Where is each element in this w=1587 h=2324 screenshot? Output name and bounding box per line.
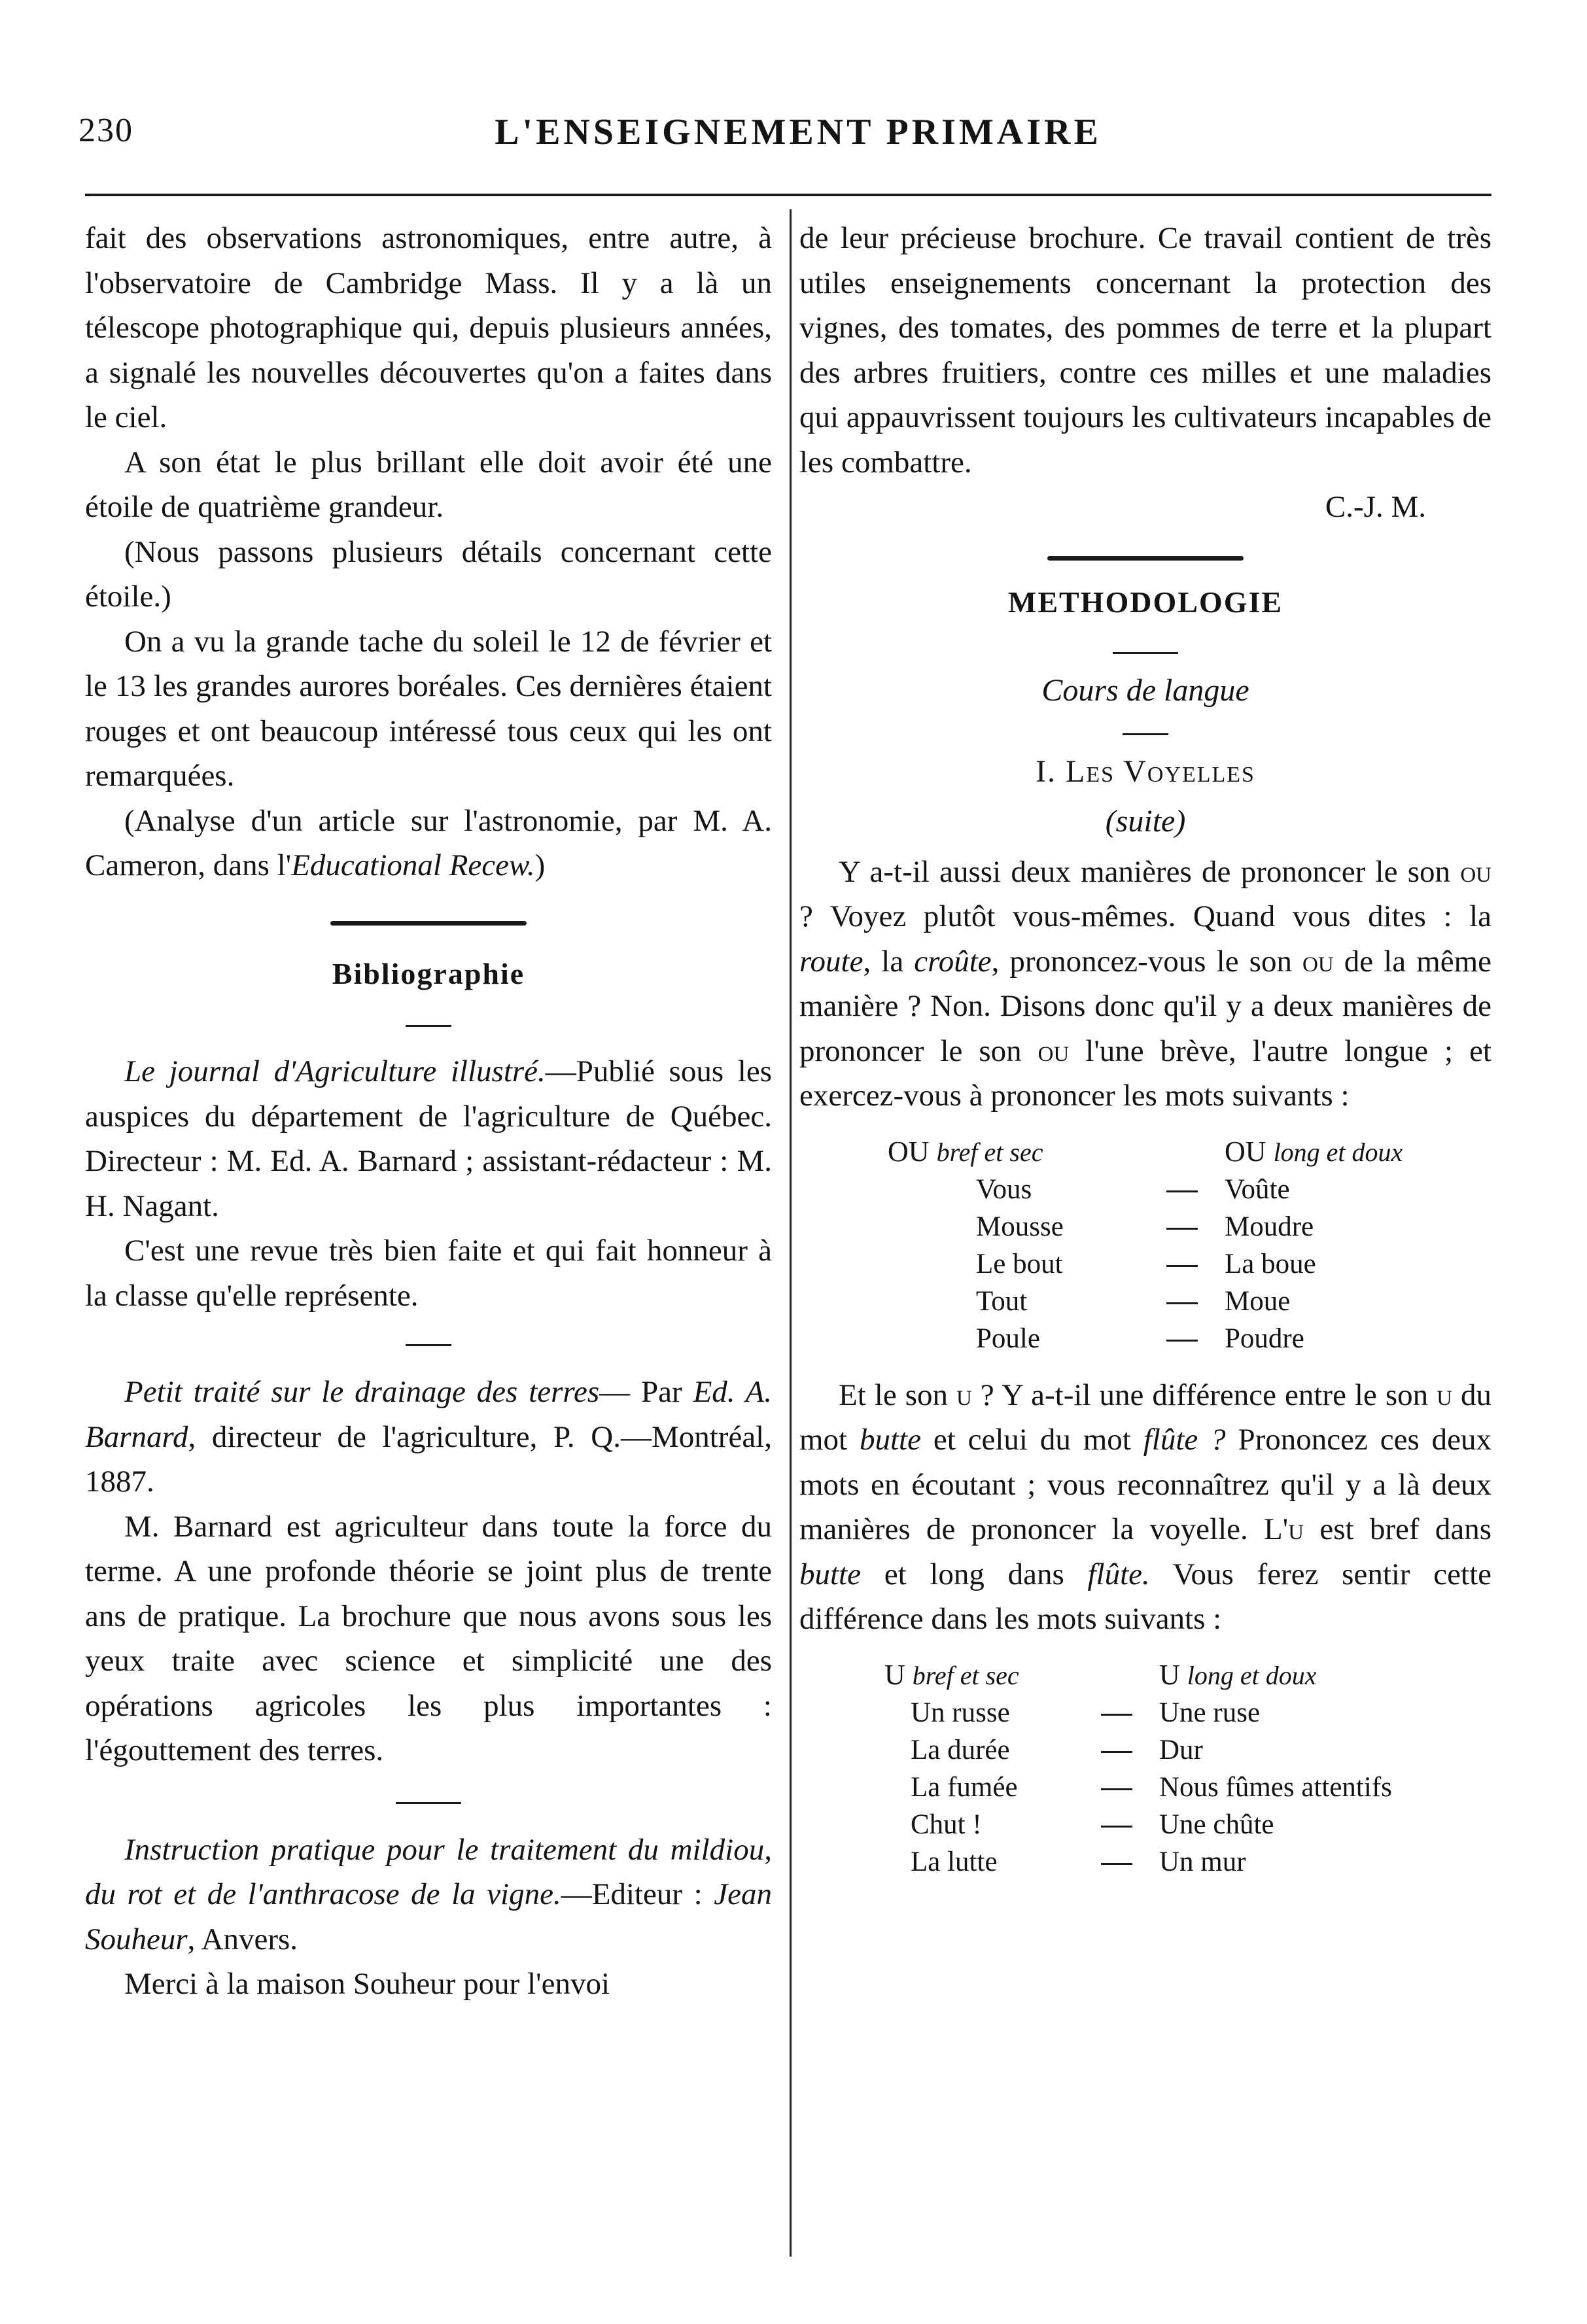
bib-entry-2 [85,1370,772,1504]
signature: C.-J. M. [1325,490,1426,524]
table-header-right [1225,1133,1403,1171]
table-row [888,1208,1403,1245]
page-header [78,111,1518,164]
ou-intro-text: , la [863,944,915,979]
bib-entry-3-comment: Merci à la maison Souheur pour l'envoi [124,1967,610,2001]
header-sound: OU [888,1135,930,1168]
u-word-table [884,1656,1392,1881]
ou-word-table [888,1133,1403,1357]
ornament-rule [1047,556,1244,561]
short-word: Tout [976,1285,1028,1317]
u-intro-text: Vous ferez sentir cette différence dans les mots suivants : [799,1557,1491,1636]
short-word: Un russe [911,1697,1010,1728]
table-header-row [884,1656,1392,1694]
dash-separator [1074,1769,1159,1806]
long-word: Une ruse [1159,1697,1261,1728]
bib-entry-2-comment: M. Barnard est agriculteur dans toute la force du terme. A une profonde théorie se joint plus de trente ans de pratique. La brochure que nous avons sous les yeux traite avec science et simplicité une des opérations agricoles les plus importantes : l'égouttement des terres. [85,1509,772,1767]
header-desc: bref et sec [912,1660,1019,1690]
dash-separator [1074,1731,1159,1769]
u-intro-text: ? Y a-t-il une différence entre le son [971,1378,1437,1412]
short-word: Vous [976,1173,1032,1205]
header-desc: long et doux [1273,1137,1403,1167]
bib-entry-1 [85,1049,772,1228]
word-butte: butte [799,1557,861,1591]
word-croute: croûte [914,944,992,979]
table-row [888,1171,1403,1208]
short-word: La fumée [911,1771,1018,1803]
bib-entry-1-comment: C'est une revue très bien faite et qui fait honneur à la classe qu'elle représente. [85,1234,772,1313]
astronomy-paragraph-3: (Nous passons plusieurs détails concernant cette étoile.) [85,534,772,614]
table-header-left [884,1656,1074,1694]
ornament-rule [330,921,527,926]
header-rule [85,194,1491,196]
ou-sound-label: ou [1460,854,1491,889]
right-column [799,216,1491,1881]
long-word: Nous fûmes attentifs [1159,1771,1392,1803]
bib-entry-3-place: , Anvers. [187,1922,298,1956]
bib-entry-1-title: Le journal d'Agriculture illustré. [124,1054,546,1088]
word-butte: butte [860,1423,921,1457]
short-word: Mousse [976,1211,1064,1242]
ou-intro-text: l'une brève, l'autre longue ; et exercez-vous à prononcer les mots suivants : [799,1033,1491,1113]
table-row [884,1806,1392,1843]
table-row [888,1245,1403,1283]
word-flute: flûte. [1087,1557,1150,1591]
long-word: La boue [1225,1248,1316,1279]
table-row [888,1283,1403,1320]
astronomy-paragraph-4: On a vu la grande tache du soleil le 12 de février et le 13 les grandes aurores boréales. Ces dernières étaient rouges et ont beaucoup intéressé tous ceux qui les ont remarquées. [85,624,772,793]
ou-intro-text: de la même manière ? Non. Disons donc qu'il y a deux manières de prononcer le son [799,944,1492,1068]
u-sound-label: u [956,1378,972,1412]
dash-separator [1140,1283,1225,1320]
table-row [884,1769,1392,1806]
bib-entry-3-editor: —Editeur : [561,1877,714,1911]
astronomy-source-note [85,799,772,888]
short-word: La lutte [911,1846,998,1877]
dash-separator [1074,1694,1159,1731]
header-sound: OU [1225,1135,1266,1168]
astronomy-paragraph-2: A son état le plus brillant elle doit avoir été une étoile de quatrième grandeur. [85,445,772,524]
long-word: Moudre [1225,1211,1314,1242]
cours-de-langue-heading: Cours de langue [1041,673,1249,708]
short-word: Le bout [976,1248,1063,1279]
dash-separator [1140,1320,1225,1357]
long-word: Voûte [1225,1173,1290,1205]
brochure-paragraph: de leur précieuse brochure. Ce travail contient de très utiles enseignements concernant la protection des vignes, des tomates, des pommes de terre et la plupart des arbres fruitiers, contre ces milles et une maladies qui appauvrissent toujours les cultivateurs incapables de les combattre. [799,221,1491,479]
table-row [888,1320,1403,1357]
column-divider [790,209,792,2257]
word-flute: flûte ? [1143,1423,1226,1457]
long-word: Une chûte [1159,1809,1274,1840]
long-word: Dur [1159,1734,1203,1765]
u-sound-label: u [1437,1378,1452,1412]
table-header-row [888,1133,1403,1171]
bib-entry-3-title: Instruction pratique pour le traitement du mildiou, du rot et de l'anthracose de la vigne. [85,1832,772,1911]
u-sound-label: u [1288,1512,1304,1546]
u-intro-text: Prononcez ces deux mots en écoutant ; vous reconnaîtrez qu'il y a là deux manières de prononcer la voyelle. L' [799,1423,1492,1546]
header-desc: bref et sec [936,1137,1043,1167]
suite-label: (suite) [1105,804,1186,839]
u-intro-paragraph [799,1373,1491,1642]
bib-entry-2-author: Ed. A. Barnard [85,1375,773,1454]
bib-entry-3-editor-name: Jean Souheur [85,1877,772,1956]
lesson-title: I. Les Voyelles [1036,754,1255,789]
running-title: L'ENSEIGNEMENT PRIMAIRE [495,112,1102,152]
u-intro-text: et long dans [860,1557,1088,1591]
bib-entry-1-text: —Publié sous les auspices du département de l'agriculture de Québec. Directeur : M. Ed. A. Barnard ; assistant-rédacteur : M. H. Nagant. [85,1054,772,1223]
u-intro-text: du mot [799,1378,1492,1457]
dash-separator [1140,1171,1225,1208]
ou-intro-text: Y a-t-il aussi deux manières de prononcer le son [839,854,1461,889]
bib-entry-3 [85,1828,772,1962]
bibliographie-heading: Bibliographie [332,956,525,990]
dash-separator [1140,1208,1225,1245]
source-note-journal: Educational Recew. [291,848,535,882]
header-sound: U [1159,1658,1180,1691]
bib-entry-2-text: , directeur de l'agriculture, P. Q.—Montréal, 1887. [85,1419,772,1499]
long-word: Moue [1225,1285,1291,1317]
left-column [85,216,772,2007]
ou-sound-label: ou [1302,944,1334,979]
short-word: Chut ! [911,1809,982,1840]
methodologie-heading: METHODOLOGIE [1007,585,1283,619]
ou-sound-label: ou [1038,1033,1070,1068]
ou-intro-text: , prononcez-vous le son [991,944,1303,979]
u-intro-text: Et le son [839,1378,956,1412]
table-row [884,1731,1392,1769]
header-sound: U [884,1658,905,1691]
short-word: La durée [911,1734,1010,1765]
bib-entry-2-dash: — [599,1375,631,1409]
page-number: 230 [78,112,133,149]
table-row [884,1843,1392,1881]
header-desc: long et doux [1187,1660,1317,1690]
long-word: Un mur [1159,1846,1246,1877]
word-route: route [799,944,863,979]
long-word: Poudre [1225,1323,1304,1354]
dash-separator [1140,1245,1225,1283]
source-note-end: ) [534,848,546,882]
ou-intro-text: ? Voyez plutôt vous-mêmes. Quand vous dites : la [799,899,1491,933]
source-note-text: (Analyse d'un article sur l'astronomie, par M. A. Cameron, dans l' [85,803,772,882]
table-header-right [1159,1656,1392,1694]
astronomy-paragraph-1: fait des observations astronomiques, entre autre, à l'observatoire de Cambridge Mass. Il y a là un télescope photographique qui, depuis plusieurs années, a signalé les nouvelles découvertes qu'on a faites dans le ciel. [85,221,772,434]
dash-separator [1074,1806,1159,1843]
ou-intro-paragraph [799,850,1491,1119]
table-row [884,1694,1392,1731]
bib-entry-2-title: Petit traité sur le drainage des terres [124,1375,600,1409]
dash-separator [1074,1843,1159,1881]
table-header-left [888,1133,1140,1171]
bib-entry-2-par: Par [641,1375,693,1409]
u-intro-text: est bref dans [1304,1512,1491,1546]
short-word: Poule [976,1323,1040,1354]
u-intro-text: et celui du mot [920,1423,1143,1457]
